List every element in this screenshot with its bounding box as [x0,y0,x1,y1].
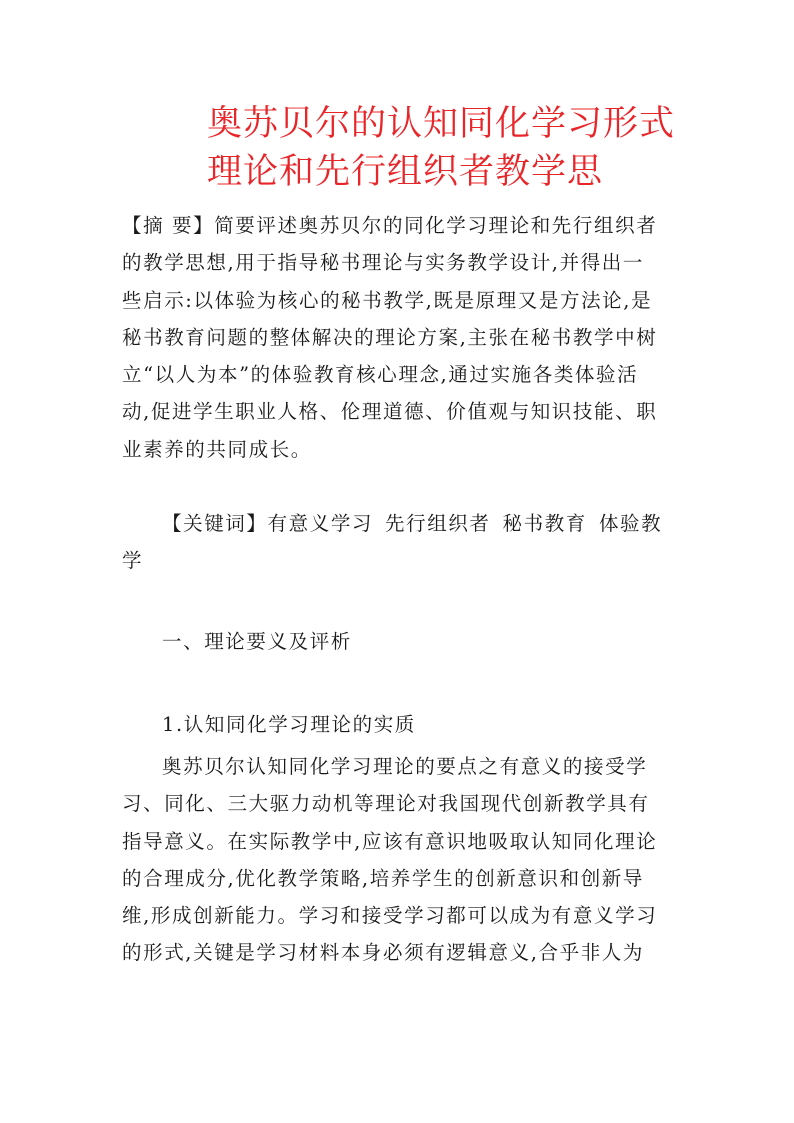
abstract-line: 业素养的共同成长。 [122,437,312,461]
abstract-line: 【摘 要】简要评述奥苏贝尔的同化学习理论和先行组织者 [122,214,658,237]
abstract-line: 动,促进学生职业人格、伦理道德、价值观与知识技能、职 [122,400,658,424]
keyword-item: 有意义学习 [267,512,374,535]
body-paragraph [122,748,682,972]
keywords-paragraph [122,505,682,580]
abstract-line: 些启示:以体验为核心的秘书教学,既是原理又是方法论,是 [122,288,653,312]
abstract-paragraph [122,207,682,468]
body-line: 维,形成创新能力。学习和接受学习都可以成为有意义学习 [122,904,658,928]
keywords-label: 【关键词】 [162,512,268,535]
subsection-heading: 1.认知同化学习理论的实质 [162,713,416,736]
body-line: 奥苏贝尔认知同化学习理论的要点之有意义的接受学 [162,755,648,778]
abstract-line: 立“以人为本”的体验教育核心理念,通过实施各类体验活 [122,363,639,387]
body-line: 的形式,关键是学习材料本身必须有逻辑意义,合乎非人为 [122,941,644,965]
document-title [207,100,677,196]
body-line: 指导意义。在实际教学中,应该有意识地吸取认知同化理论 [122,829,658,853]
title-line-1: 奥苏贝尔的认知同化学习形式 [207,104,676,144]
abstract-line: 的教学思想,用于指导秘书理论与实务教学设计,并得出一 [122,251,644,275]
body-line: 的合理成分,优化教学策略,培养学生的创新意识和创新导 [122,866,644,890]
keyword-item: 秘书教育 [502,512,587,535]
abstract-line: 秘书教育问题的整体解决的理论方案,主张在秘书教学中树 [122,325,658,349]
section-heading: 一、理论要义及评析 [162,630,352,653]
keywords-line [122,505,682,542]
keywords-continuation: 学 [122,549,144,573]
keyword-item: 先行组织者 [385,512,491,535]
keyword-item: 体验教 [598,512,663,535]
title-line-2: 理论和先行组织者教学思 [207,152,604,192]
body-line: 习、同化、三大驱力动机等理论对我国现代创新教学具有 [122,792,650,816]
